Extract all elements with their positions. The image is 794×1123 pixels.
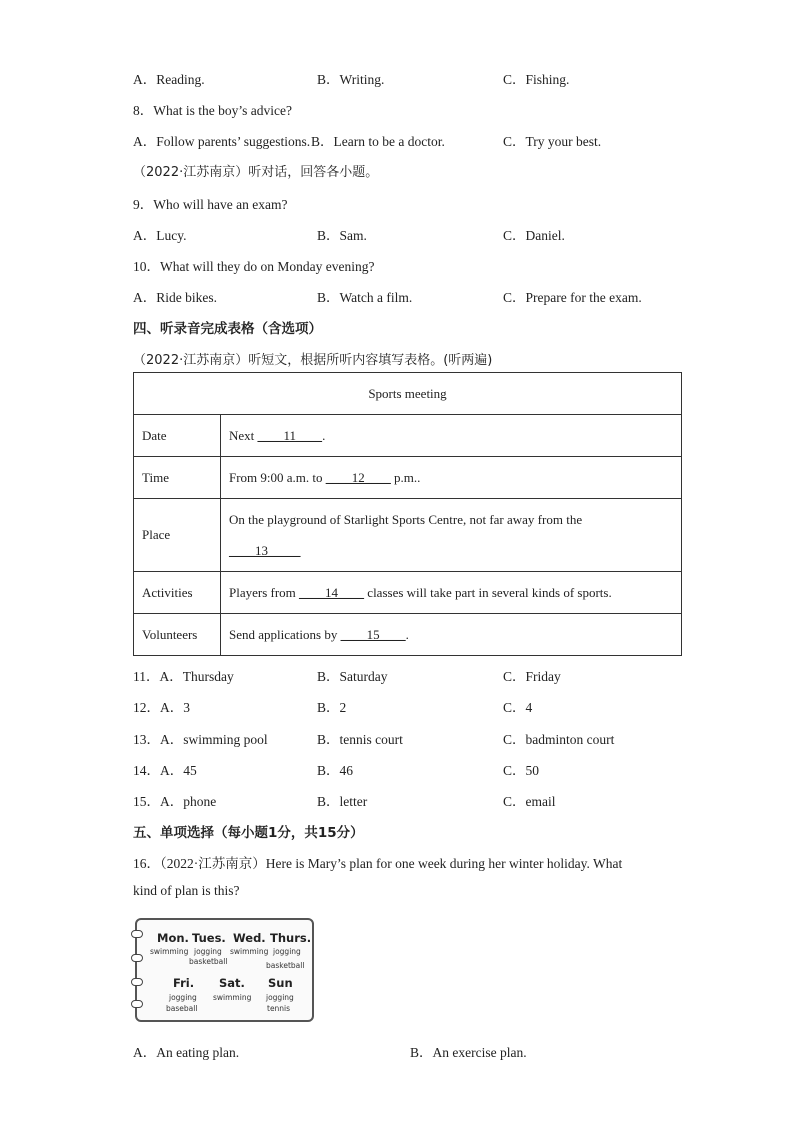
row-label: Place <box>134 499 221 572</box>
table-row <box>134 572 682 614</box>
q14-option-c: C．50 <box>503 763 540 778</box>
row-label: Volunteers <box>134 614 221 656</box>
row-content: From 9:00 a.m. to ____12____ p.m.. <box>221 457 682 499</box>
table-row <box>134 457 682 499</box>
plan-activity: swimming <box>213 993 252 1002</box>
answer-blank: ____11____ <box>257 427 323 443</box>
plan-activity: jogging <box>194 947 222 956</box>
q7-option-b: B．Writing. <box>317 72 385 87</box>
dialog-intro: （2022·江苏南京）听对话，回答各小题。 <box>133 165 379 180</box>
answer-blank: ____14____ <box>299 584 365 600</box>
q8-option-a: A．Follow parents’ suggestions. <box>133 134 311 149</box>
answer-blank: ____13_____ <box>229 543 301 558</box>
plan-day: Tues. <box>192 931 226 945</box>
q9-question: 9．Who will have an exam? <box>133 197 288 212</box>
table-row <box>134 415 682 457</box>
row-content: Send applications by ____15____. <box>221 614 682 656</box>
q11-option-a: 11．A．Thursday <box>133 669 234 684</box>
answer-blank: ____15____ <box>340 626 406 642</box>
row-content: On the playground of Starlight Sports Centre, not far away from the ____13_____ <box>221 499 682 572</box>
q9-option-c: C．Daniel. <box>503 228 565 243</box>
weekly-plan-image <box>135 918 314 1022</box>
q16-question-line2: kind of plan is this? <box>133 883 240 898</box>
row-content: Next ____11____. <box>221 415 682 457</box>
q9-option-a: A．Lucy. <box>133 228 187 243</box>
q14-option-b: B．46 <box>317 763 354 778</box>
q11-option-c: C．Friday <box>503 669 561 684</box>
q16-question-line1: 16．（2022·江苏南京）Here is Mary’s plan for one week during her winter holiday. What <box>133 856 623 871</box>
row-label: Time <box>134 457 221 499</box>
plan-activity: jogging <box>273 947 301 956</box>
plan-day: Wed. <box>233 931 266 945</box>
binder-ring-icon <box>131 1000 143 1008</box>
q13-option-c: C．badminton court <box>503 732 615 747</box>
plan-day: Mon. <box>157 931 189 945</box>
q13-option-a: 13．A．swimming pool <box>133 732 268 747</box>
row-label: Activities <box>134 572 221 614</box>
section5-title: 五、单项选择（每小题1分，共15分） <box>133 825 364 841</box>
plan-activity: basketball <box>189 957 228 966</box>
plan-day: Fri. <box>173 976 195 990</box>
row-content: Players from ____14____ classes will take part in several kinds of sports. <box>221 572 682 614</box>
q10-option-c: C．Prepare for the exam. <box>503 290 642 305</box>
q9-option-b: B．Sam. <box>317 228 367 243</box>
plan-activity: jogging <box>169 993 197 1002</box>
binder-ring-icon <box>131 978 143 986</box>
binder-ring-icon <box>131 954 143 962</box>
table-header: Sports meeting <box>134 373 682 415</box>
q16-option-a: A．An eating plan. <box>133 1045 240 1060</box>
plan-day: Sun <box>268 976 293 990</box>
section4-title: 四、听录音完成表格（含选项） <box>133 321 322 337</box>
q13-option-b: B．tennis court <box>317 732 403 747</box>
plan-activity: basketball <box>266 961 305 970</box>
q10-option-b: B．Watch a film. <box>317 290 413 305</box>
q12-option-b: B．2 <box>317 700 347 715</box>
q8-option-b: B．Learn to be a doctor. <box>311 134 445 149</box>
plan-activity: tennis <box>267 1004 291 1013</box>
q7-option-a: A．Reading. <box>133 72 205 87</box>
section4-intro: （2022·江苏南京）听短文，根据所听内容填写表格。(听两遍) <box>133 353 493 368</box>
q15-option-b: B．letter <box>317 794 368 809</box>
sports-meeting-table <box>133 372 682 656</box>
plan-activity: swimming <box>150 947 189 956</box>
q15-option-a: 15．A．phone <box>133 794 217 809</box>
table-row <box>134 499 682 572</box>
q8-option-c: C．Try your best. <box>503 134 602 149</box>
plan-day: Sat. <box>219 976 245 990</box>
row-label: Date <box>134 415 221 457</box>
q11-option-b: B．Saturday <box>317 669 388 684</box>
q8-question: 8．What is the boy’s advice? <box>133 103 292 118</box>
answer-blank: ____12____ <box>325 469 391 485</box>
plan-activity: baseball <box>166 1004 198 1013</box>
q12-option-c: C．4 <box>503 700 533 715</box>
q10-option-a: A．Ride bikes. <box>133 290 217 305</box>
plan-activity: jogging <box>266 993 294 1002</box>
q15-option-c: C．email <box>503 794 556 809</box>
q12-option-a: 12．A．3 <box>133 700 190 715</box>
q16-option-b: B．An exercise plan. <box>410 1045 527 1060</box>
table-row <box>134 614 682 656</box>
plan-activity: swimming <box>230 947 269 956</box>
q7-option-c: C．Fishing. <box>503 72 570 87</box>
plan-day: Thurs. <box>270 931 312 945</box>
q10-question: 10．What will they do on Monday evening? <box>133 259 375 274</box>
binder-ring-icon <box>131 930 143 938</box>
q14-option-a: 14．A．45 <box>133 763 197 778</box>
